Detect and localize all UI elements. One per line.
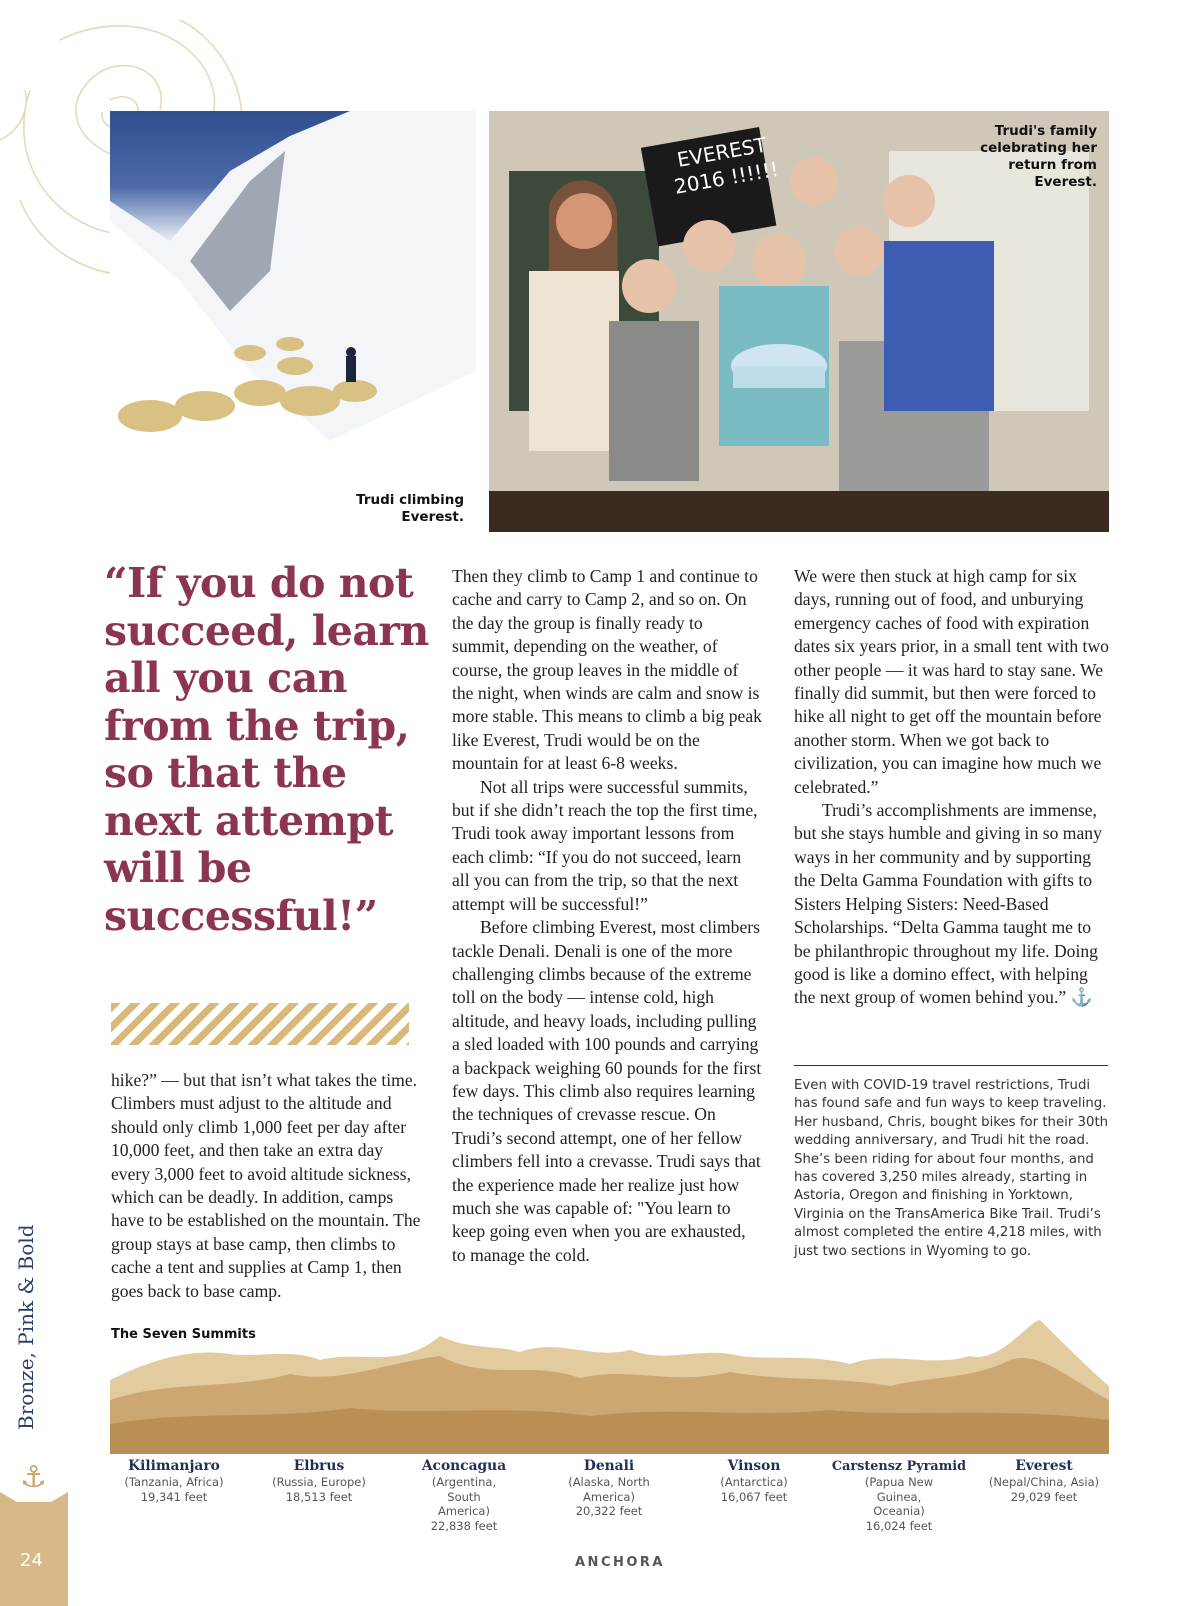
summit-elbrus [249, 1458, 389, 1504]
paragraph: Not all trips were successful summits, but if she didn’t reach the top the first time, Trudi took away important lessons from each climb: “If you do not succeed, learn all you can from the trip, so that the next attempt will be successful!” [452, 776, 758, 914]
paragraph: We were then stuck at high camp for six days, running out of food, and unburying emergency caches of food with expiration dates six years prior, in a small tent with two other people — it was hard to stay sane. We finally did summit, but then were forced to hike all night to get off the mountain before another storm. When we got back to civilization, you can imagine how much we celebrated.” [794, 566, 1109, 797]
summit-height: 19,341 feet [140, 1489, 208, 1504]
summit-name: Everest [1015, 1458, 1073, 1474]
summit-aconcagua [394, 1458, 534, 1533]
summit-location: (Nepal/China, Asia) [988, 1475, 1100, 1489]
summit-location: (Tanzania, Africa) [124, 1475, 224, 1489]
summit-name: Aconcagua [421, 1458, 507, 1474]
summit-height: 29,029 feet [1010, 1489, 1078, 1504]
seven-summits-title: The Seven Summits [111, 1327, 256, 1342]
divider [794, 1065, 1108, 1066]
everest-climbing-photo [110, 111, 476, 532]
section-title: Bronze, Pink & Bold [14, 1224, 38, 1430]
summit-location: (Russia, Europe) [272, 1475, 366, 1489]
summit-name: Carstensz Pyramid [831, 1459, 967, 1474]
paragraph: Then they climb to Camp 1 and continue to cache and carry to Camp 2, and so on. On the day the group is finally ready to summit, depending on the weather, of course, the group leaves in the middle of the night, when winds are calm and snow is more stable. This means to climb a big peak like Everest, Trudi would be on the mountain for at least 6-8 weeks. [452, 566, 762, 774]
summit-height: 18,513 feet [285, 1489, 353, 1504]
summit-name: Vinson [727, 1458, 781, 1474]
summit-location: (Alaska, North America) [568, 1475, 650, 1504]
paragraph: Before climbing Everest, most climbers tackle Denali. Denali is one of the more challenging climbs because of the extreme toll on the body — intense cold, high altitude, and heavy loads, including pulling a sled loaded with 100 pounds and carrying a backpack weighing 60 pounds for the first few days. This climb also requires learning the techniques of crevasse rescue. On Trudi’s second attempt, one of her fellow climbers fell into a crevasse. Trudi says that the experience made her realize just how much she was capable of: "You learn to keep going even when you are exhausted, to manage the cold. [452, 917, 762, 1265]
sidebar-note: Even with COVID-19 travel restrictions, Trudi has found safe and fun ways to keep traveling. Her husband, Chris, bought bikes for their 30th wedding anniversary, and Trudi hit the road. She’s been riding for about four months, and has covered 3,250 miles already, starting in Astoria, Oregon and finishing in Yorktown, Virginia on the TransAmerica Bike Trail. Trudi’s almost completed the entire 4,218 miles, with just two sections in Wyoming to go. [794, 1078, 1109, 1259]
article-column-3 [794, 565, 1110, 1010]
summit-name: Kilimanjaro [128, 1458, 220, 1474]
summit-carstensz-pyramid [829, 1458, 969, 1533]
summit-location: (Antarctica) [720, 1475, 788, 1489]
summit-kilimanjaro [104, 1458, 244, 1504]
decorative-stripes [111, 1003, 409, 1045]
snow-mountain-scene [110, 111, 476, 532]
summit-height: 22,838 feet [430, 1518, 498, 1533]
family-celebration-photo [489, 111, 1109, 532]
right-photo-caption: Trudi's family celebrating her return from Everest. [980, 123, 1097, 190]
article-column-2 [452, 565, 762, 1267]
summit-denali [539, 1458, 679, 1519]
summit-height: 16,067 feet [720, 1489, 788, 1504]
page-number: 24 [20, 1550, 43, 1571]
summit-everest [974, 1458, 1114, 1504]
summit-height: 20,322 feet [575, 1504, 643, 1518]
summit-vinson [684, 1458, 824, 1504]
pull-quote: “If you do not succeed, learn all you can from the trip, so that the next attempt will be successful!” [104, 559, 429, 940]
left-photo-caption: Trudi climbing Everest. [356, 492, 464, 525]
anchor-icon: ⚓ [20, 1460, 47, 1495]
summit-location: (Argentina, South America) [431, 1475, 497, 1518]
article-column-1 [111, 1069, 426, 1303]
magazine-name: ANCHORA [575, 1555, 665, 1570]
paragraph: hike?” — but that isn’t what takes the time. Climbers must adjust to the altitude and should only climb 1,000 feet per day after 10,000 feet, and then take an extra day every 3,000 feet to avoid altitude sickness, which can be deadly. In addition, camps have to be established on the mountain. The group stays at base camp, then climbs to cache a tent and supplies at Camp 1, then goes back to base camp. [111, 1070, 421, 1301]
summit-location: (Papua New Guinea, Oceania) [864, 1475, 934, 1518]
summit-name: Denali [583, 1458, 635, 1474]
summit-height: 16,024 feet [865, 1518, 933, 1533]
mountain-range-illustration [110, 1320, 1109, 1454]
everest-banner-sign: EVEREST 2016 !!!!!! [672, 132, 781, 199]
paragraph: Trudi’s accomplishments are immense, but she stays humble and giving in so many ways in her community and by supporting the Delta Gamma Foundation with gifts to Sisters Helping Sisters: Need-Based Scholarships. “Delta Gamma taught me to be philanthropic throughout my life. Doing good is like a domino effect, with helping the next group of women behind you.” ⚓ [794, 800, 1102, 1008]
summit-name: Elbrus [293, 1458, 345, 1474]
